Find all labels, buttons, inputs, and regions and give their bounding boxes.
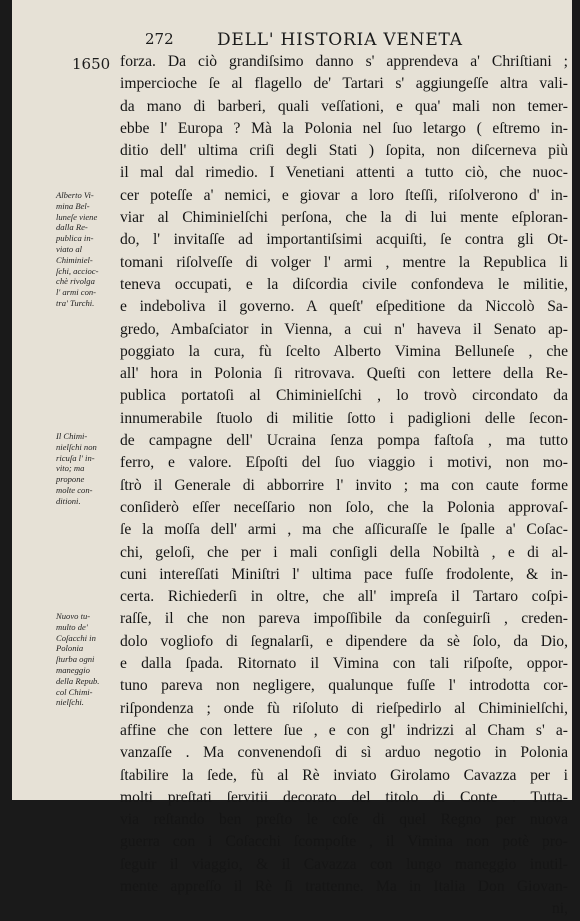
text-line: ſeguir il viaggio, & il Cavazza con lungo maneggio inutil- bbox=[120, 855, 568, 873]
margin-note-line: ſturba ogni bbox=[56, 654, 95, 665]
text-line: gredo, Ambaſciator in Vienna, a cui n' haveva il Senato ap- bbox=[120, 320, 568, 338]
margin-note-line: luneſe viene bbox=[56, 211, 98, 222]
text-line: mente appreſſo il Rè ſi trattenne. Ma in Italia Don Giovan- bbox=[120, 877, 568, 895]
text-line: raſſe, il che non pareva impoſſibile da conſeguirſi , creden- bbox=[120, 610, 568, 628]
margin-note-cossacks bbox=[56, 611, 118, 708]
margin-note-line: tra' Turchi. bbox=[56, 297, 95, 308]
margin-note-line: ditioni. bbox=[56, 495, 81, 506]
margin-note-line: Alberto Vi- bbox=[56, 190, 94, 200]
text-line: do, l' invitaſſe ad importantiſsimi acquiſti, ſe contra gli Ot- bbox=[120, 231, 568, 249]
text-line: de campagne dell' Ucraina ſenza pompa faſtoſa , ma tutto bbox=[120, 432, 568, 450]
text-line: via reſtando ben preſto le coſe di quel Regno per nuova bbox=[120, 811, 568, 829]
text-line: viar al Chiminielſchi perſona, che la di lui mente eſploran- bbox=[120, 209, 568, 227]
text-line: ebbe l' Europa ? Mà la Polonia nel ſuo letargo ( eſtremo in- bbox=[120, 119, 568, 137]
text-line: dolo vogliofo di ſegnalarſi, e dipendere da sè ſolo, da Dio, bbox=[120, 632, 568, 650]
text-line: e dalla ſpada. Ritornato il Vimina con tali riſpoſte, oppor- bbox=[120, 655, 568, 673]
margin-note-vimina bbox=[56, 190, 118, 309]
text-line: molti preſtati ſervitii decorato del titolo di Conte . Tutta- bbox=[120, 788, 568, 806]
text-line: tuno pareva non negligere, qualunque fuſſe l' introdotta cor- bbox=[120, 677, 568, 695]
margin-note-line: multo de' bbox=[56, 621, 88, 632]
text-line: vanzaſſe . Ma convenendoſi di sì arduo negotio in Polonia bbox=[120, 744, 568, 762]
margin-note-line: maneggio bbox=[56, 664, 90, 675]
text-line: riſpondenza ; onde fù riſoluto di rieſpedirlo al Chiminielſchi, bbox=[120, 699, 568, 717]
text-line: da mano di barberi, quali veſſationi, e qua' mali non temer- bbox=[120, 97, 568, 115]
margin-note-line: molte con- bbox=[56, 484, 93, 495]
book-page bbox=[12, 0, 572, 918]
text-line: tomani riſolveſſe di volger l' armi , mentre la Republica li bbox=[120, 253, 568, 271]
margin-note-line: nielſchi non bbox=[56, 441, 97, 452]
margin-note-line: l' armi con- bbox=[56, 287, 97, 298]
text-line: forza. Da ciò grandiſsimo danno s' apprendeva a' Chriſtiani ; bbox=[120, 53, 568, 70]
margin-note-line: Coſacchi in bbox=[56, 632, 96, 643]
text-line: impercioche ſe al flagello de' Tartari s' aggiungeſſe altra vali- bbox=[120, 75, 568, 93]
margin-note-line: vito; ma bbox=[56, 463, 85, 474]
text-line: publica portatoſi al Chiminielſchi , lo trovò circondato da bbox=[120, 387, 568, 405]
margin-note-line: mina Bel- bbox=[56, 200, 90, 211]
margin-note-line: ſchi, accioc- bbox=[56, 265, 99, 276]
text-line: cer poteſſe a' nemici, e giovar a loro ſteſſi, riſolverono d' in- bbox=[120, 186, 568, 204]
page-number: 272 bbox=[145, 30, 174, 48]
margin-note-line: publica in- bbox=[56, 233, 94, 244]
margin-note-line: propone bbox=[56, 474, 85, 485]
text-line: ditio dell' ultima criſi degli Stati ) ſopita, non diſcerneva più bbox=[120, 142, 568, 160]
text-line: il mal dal rimedio. I Venetiani attenti a tutto ciò, che nuoc- bbox=[120, 164, 568, 182]
text-line: ſtabilire la ſede, fù al Rè inviato Girolamo Cavazza per i bbox=[120, 766, 568, 784]
margin-note-line: viato al bbox=[56, 243, 83, 254]
page-header bbox=[12, 30, 572, 50]
margin-note-line: Il Chimi- bbox=[56, 431, 88, 441]
text-line: ferro, e valore. Eſpoſti del ſuo viaggio i motivi, non mo- bbox=[120, 454, 568, 472]
margin-note-line: Chiminiel- bbox=[56, 254, 93, 265]
text-line: affine che con lettere ſue , e con gl' indrizzi al Cham s' a- bbox=[120, 721, 568, 739]
text-line: poggiato la cura, fù ſcelto Alberto Vimina Belluneſe , che bbox=[120, 342, 568, 360]
text-line: conſiderò eſſer neceſſario non ſolo, che la Polonia approvaſ- bbox=[120, 498, 568, 516]
margin-note-line: Polonia bbox=[56, 643, 84, 654]
text-line: certa. Richiederſi in oltre, che all' impreſa il Tartaro coſpi- bbox=[120, 588, 568, 606]
margin-note-line: chè rivolga bbox=[56, 276, 95, 287]
margin-note-line: della Repub. bbox=[56, 675, 100, 686]
margin-note-line: col Chimi- bbox=[56, 686, 93, 697]
text-line: ſe la moſſa dell' armi , ma che aſſicuraſſe le ſpalle a' Coſac- bbox=[120, 521, 568, 539]
running-title: DELL' HISTORIA VENETA bbox=[217, 30, 463, 50]
text-line: innumerabile ſtuolo di militie ſotto i padiglioni delle ſecon- bbox=[120, 409, 568, 427]
margin-note-line: Nuovo tu- bbox=[56, 611, 91, 621]
margin-note-line: dalla Re- bbox=[56, 222, 88, 233]
text-line: cuni intereſſati Miniſtri l' ultima pace fuſſe frodolente, & in- bbox=[120, 565, 568, 583]
text-line: all' hora in Polonia ſi ritrovava. Queſti con lettere della Re- bbox=[120, 365, 568, 383]
margin-note-conditions bbox=[56, 431, 118, 507]
margin-year: 1650 bbox=[72, 55, 111, 73]
text-line: ſtrò il Generale di abborrire l' invito ; ma con caute forme bbox=[120, 476, 568, 494]
text-line: guerra con i Coſacchi ſcompoſte , il Vimina non potè pro- bbox=[120, 833, 568, 851]
margin-note-line: ricuſa l' in- bbox=[56, 452, 95, 463]
text-line: ni, bbox=[551, 900, 568, 918]
margin-note-line: nielſchi. bbox=[56, 697, 84, 708]
text-line: chi, geloſi, che per i mali conſigli della Nobiltà , e di al- bbox=[120, 543, 568, 561]
text-line: e indeboliva il governo. A queſt' eſpeditione da Niccolò Sa- bbox=[120, 298, 568, 316]
text-line: teneva occupati, e la diſcordia civile confondeva le militie, bbox=[120, 275, 568, 293]
body-text bbox=[120, 51, 568, 921]
